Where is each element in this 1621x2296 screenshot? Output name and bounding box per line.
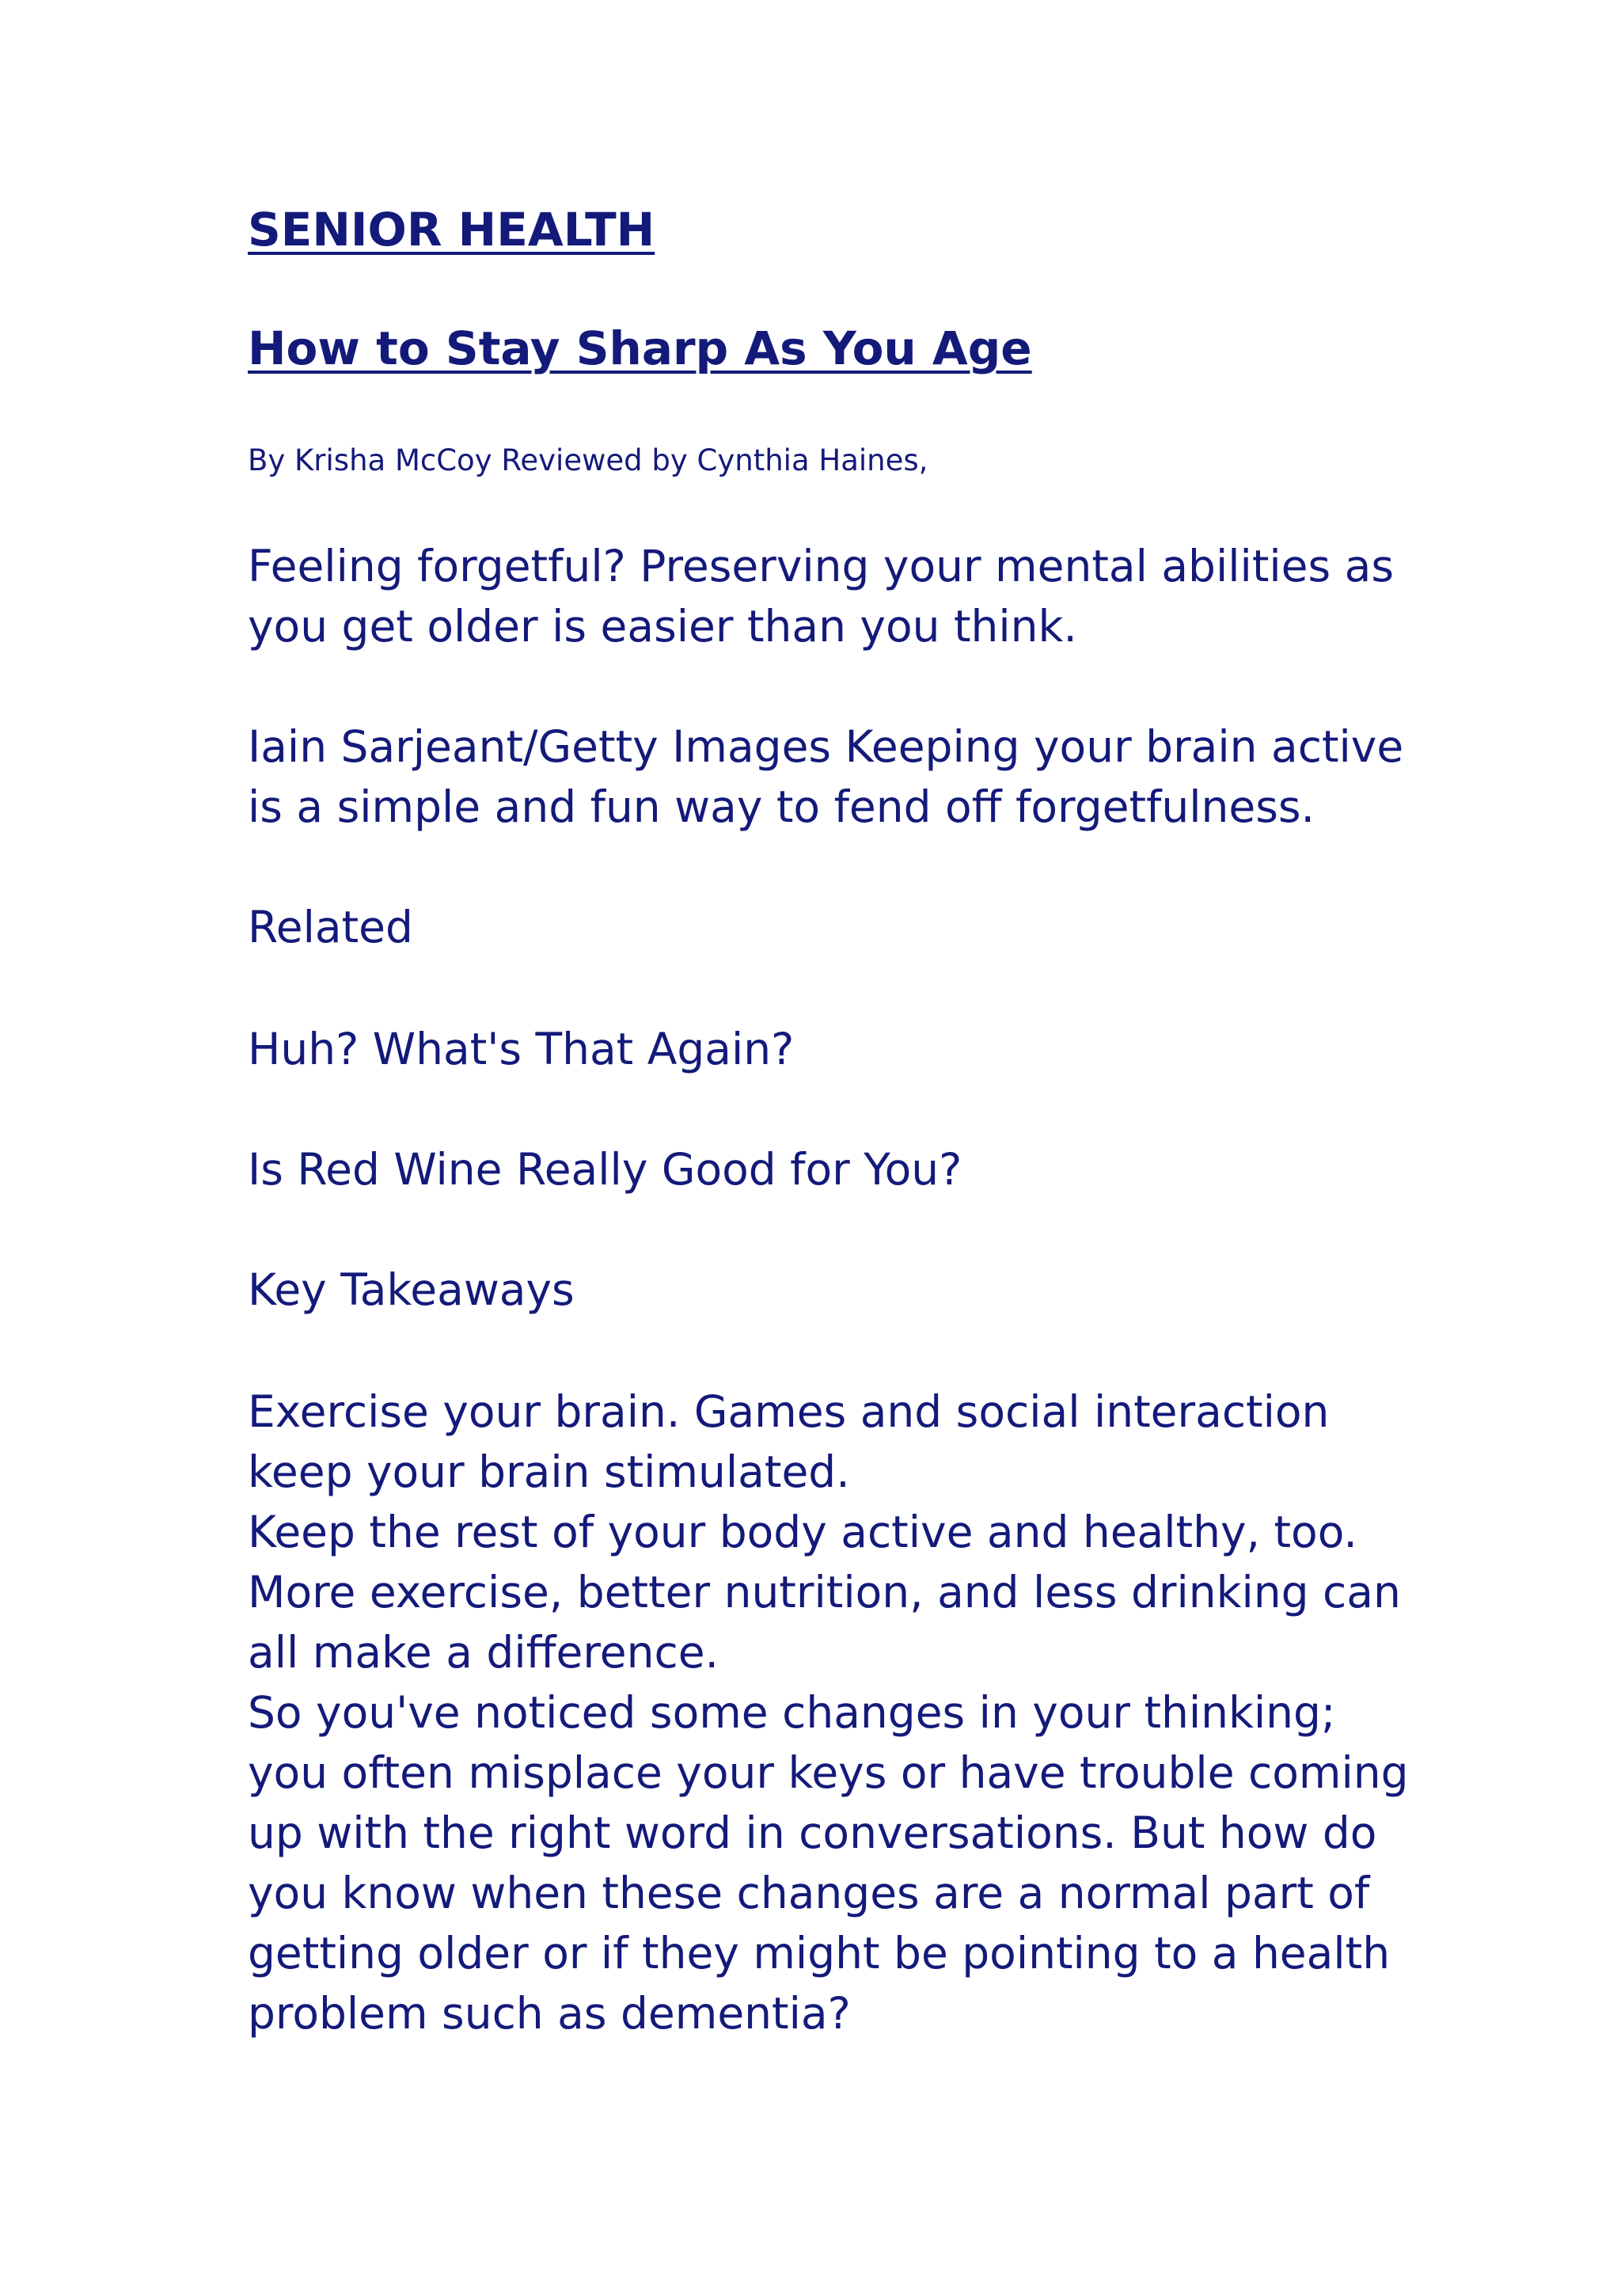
related-label: Related	[248, 902, 413, 952]
byline: By Krisha McCoy Reviewed by Cynthia Haines,	[248, 443, 928, 477]
section-label: SENIOR HEALTH	[248, 203, 655, 257]
related-link-huh[interactable]: Huh? What's That Again?	[248, 1024, 795, 1074]
takeaway-item: Keep the rest of your body active and healthy, too. More exercise, better nutrition, and less drinking can all make a difference.	[248, 1507, 1401, 1678]
key-takeaways-label: Key Takeaways	[248, 1264, 575, 1315]
takeaway-item: Exercise your brain. Games and social interaction keep your brain stimulated.	[248, 1386, 1330, 1497]
article-title: How to Stay Sharp As You Age	[248, 321, 1032, 375]
related-link-red-wine[interactable]: Is Red Wine Really Good for You?	[248, 1144, 962, 1195]
image-caption: Iain Sarjeant/Getty Images Keeping your brain active is a simple and fun way to fend off forgetfulness.	[248, 721, 1404, 832]
body-paragraph: So you've noticed some changes in your thinking; you often misplace your keys or have trouble coming up with the right word in conversations. But how do you know when these changes are a normal part of getting older or if they might be pointing to a health problem such as dementia?	[248, 1687, 1409, 2039]
lead-paragraph: Feeling forgetful? Preserving your mental abilities as you get older is easier than you think.	[248, 541, 1394, 652]
